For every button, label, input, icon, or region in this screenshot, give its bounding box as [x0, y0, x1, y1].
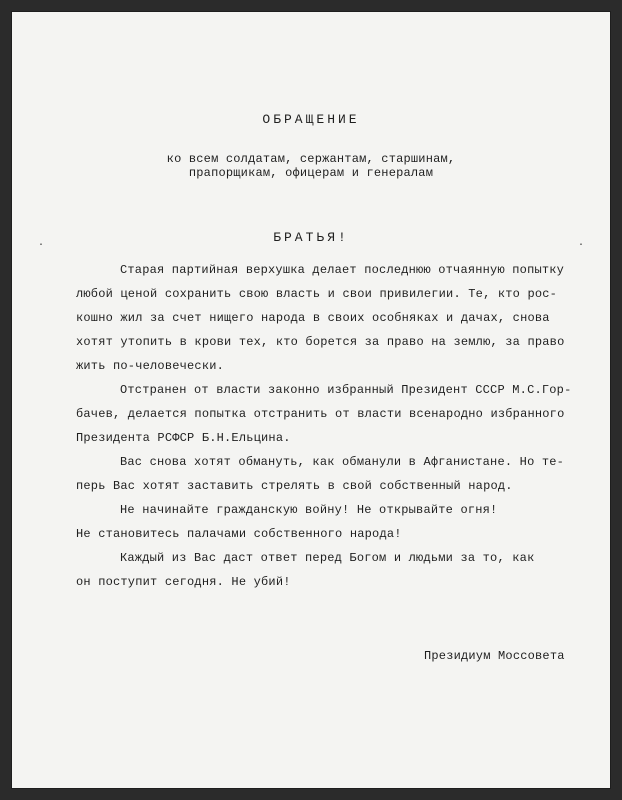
body-line: Старая партийная верхушка делает последнюю отчаянную попытку [120, 263, 565, 277]
body-line: он поступит сегодня. Не убий! [76, 575, 291, 589]
body-line: Не становитесь палачами собственного народа! [76, 527, 402, 541]
address-line-1: ко всем солдатам, сержантам, старшинам, [166, 152, 456, 166]
body-line: перь Вас хотят заставить стрелять в свой собственный народ. [76, 479, 513, 493]
body-line: Вас снова хотят обмануть, как обманули в Афганистане. Но те- [120, 455, 565, 469]
body-line: Президента РСФСР Б.Н.Ельцина. [76, 431, 291, 445]
right-margin-tick: · [578, 240, 585, 251]
body-line: Каждый из Вас даст ответ перед Богом и людьми за то, как [120, 551, 535, 565]
document-title: ОБРАЩЕНИЕ [262, 112, 360, 127]
document-page [12, 12, 610, 788]
left-margin-tick: · [38, 240, 45, 251]
body-line: жить по-человечески. [76, 359, 225, 373]
body-line: бачев, делается попытка отстранить от власти всенародно избранного [76, 407, 565, 421]
body-line: любой ценой сохранить свою власть и свои привилегии. Те, кто рос- [76, 287, 558, 301]
signature: Президиум Моссовета [424, 649, 565, 663]
body-line: Не начинайте гражданскую войну! Не открывайте огня! [120, 503, 498, 517]
body-line: Отстранен от власти законно избранный Президент СССР М.С.Гор- [120, 383, 572, 397]
address-line-2: прапорщикам, офицерам и генералам [188, 166, 434, 180]
body-line: хотят утопить в крови тех, кто борется за право на землю, за право [76, 335, 565, 349]
body-line: кошно жил за счет нищего народа в своих особняках и дачах, снова [76, 311, 550, 325]
salutation: БРАТЬЯ! [273, 230, 349, 245]
